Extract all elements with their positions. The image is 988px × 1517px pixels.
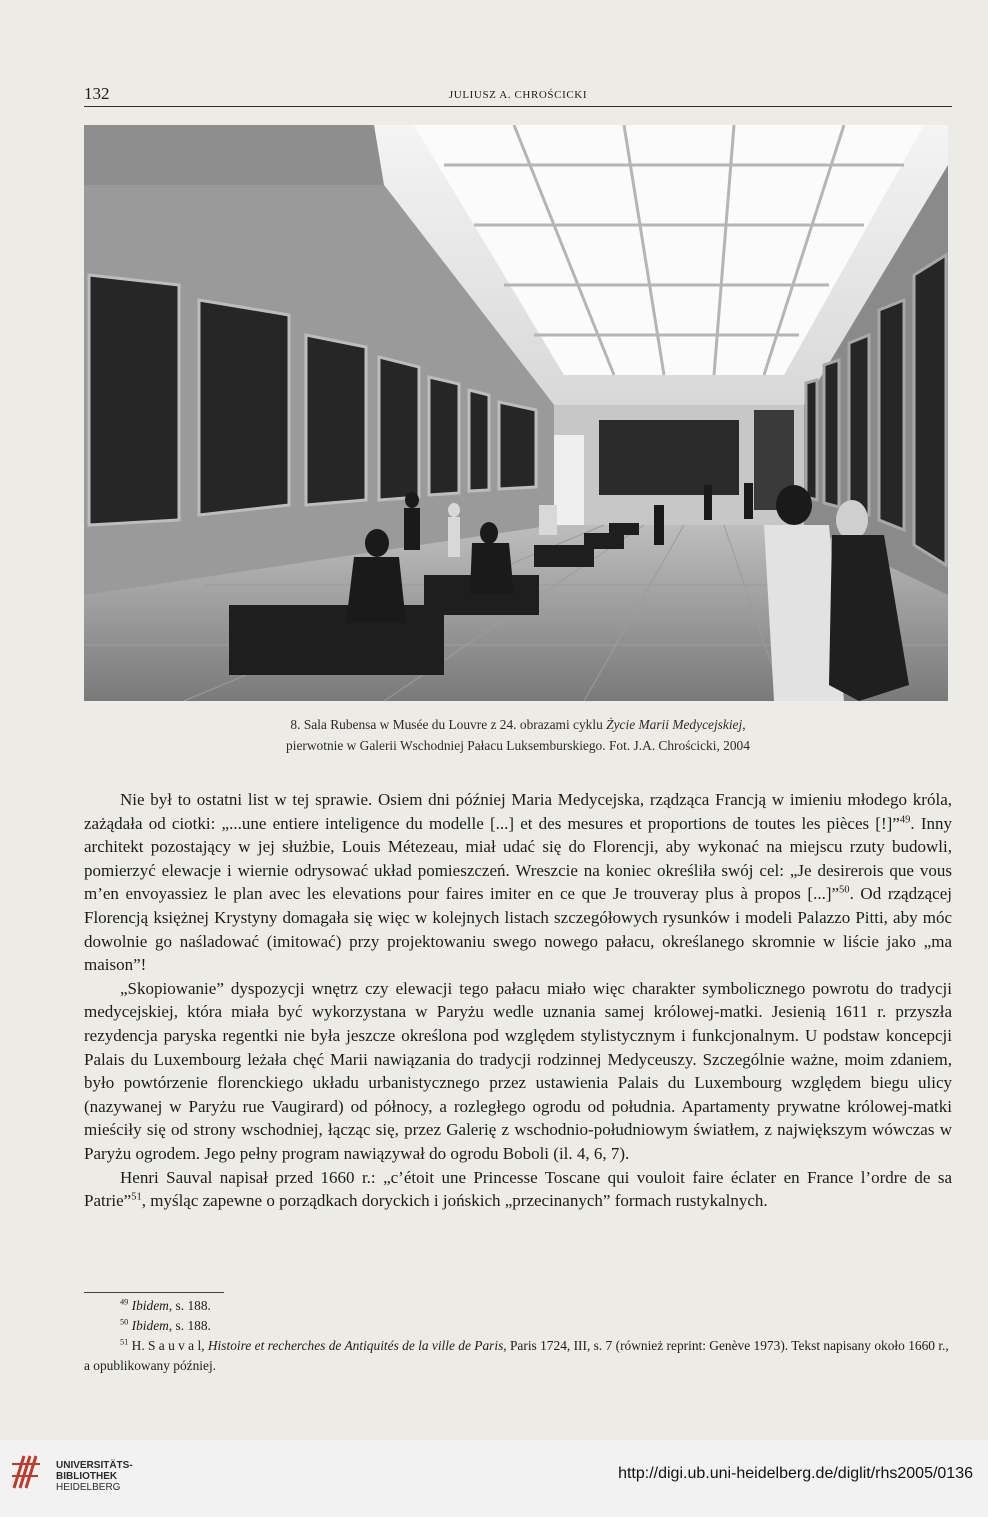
- paragraph-3: Henri Sauval napisał przed 1660 r.: „c’étoit une Princesse Toscane qui vouloit faire éclater en France l’ordre de sa Patrie”$^{51}$, myśląc zapewne o porządkach doryckich i jońskich „przecinanych” formach rustykalnych.: [84, 1167, 952, 1211]
- gallery-photograph: [84, 125, 948, 701]
- footnote-ref-49: 49: [899, 813, 911, 825]
- paragraph-1: Nie był to ostatni list w tej sprawie. Osiem dni później Maria Medycejska, rządząca Francją w imieniu młodego króla, zażądała od ciotki: „...une entiere inteligence du modelle [...] et des mesures et proportions de toutes les pièces [!]”$^{49}$. Inny architekt pozostający w jej służbie, Louis Métezeau, miał udać się do Florencji, aby wykonać na miejscu rzuty budowli, pomierzyć elewacje i wiernie odrysować układ pomieszczeń. Wreszcie na koniec określiła swój cel: „Je desirerois que vous m’en envoyassiez le plan avec les elevations pour faires imiter en ce que Je trouveray plus à propos [...]”$^{50}$. Od rządzącej Florencją księżnej Krystyny domagała się więc w kolejnych listach szczegółowych rysunków i modeli Palazzo Pitti, aby móc dowolnie go naśladować (imitować) przy projektowaniu swego nowego pałacu, określanego skromnie w liście jako „ma maison”!: [84, 790, 952, 975]
- caption-line-2: pierwotnie w Galerii Wschodniej Pałacu Luksemburskiego. Fot. J.A. Chrościcki, 2004: [286, 738, 750, 753]
- library-logo-icon: [10, 1452, 46, 1492]
- source-url-link[interactable]: http://digi.ub.uni-heidelberg.de/diglit/rhs2005/0136: [618, 1465, 973, 1482]
- footnote-ref-51: 51: [131, 1191, 142, 1203]
- running-head: JULIUSZ A. CHROŚCICKI: [448, 89, 588, 101]
- footnote-49: $^{49}$ Ibidem, s. 188.: [120, 1297, 211, 1313]
- footnote-divider: [84, 1292, 224, 1293]
- library-footer: [0, 1440, 988, 1517]
- page-header: [84, 84, 952, 107]
- main-text: [84, 788, 952, 1213]
- footnote-50: $^{50}$ Ibidem, s. 188.: [120, 1317, 211, 1333]
- caption-line-1: 8. Sala Rubensa w Musée du Louvre z 24. obrazami cyklu Życie Marii Medycejskiej,: [290, 717, 746, 732]
- library-name: UNIVERSITÄTS- BIBLIOTHEK HEIDELBERG: [56, 1460, 133, 1493]
- paragraph-2: „Skopiowanie” dyspozycji wnętrz czy elewacji tego pałacu miało więc charakter symbolicznego powrotu do tradycji medycejskiej, która miała być wykorzystana w Paryżu wedle uznania samej królowej-matki. Jesienią 1611 r. przyszła rezydencja paryska regentki nie była jeszcze określona pod względem stylistycznym i funkcjonalnym. U podstaw koncepcji Palais du Luxembourg leżała chęć Marii nawiązania do tradycji rodzinnej Medyceuszy. Szczególnie ważne, moim zdaniem, było powtórzenie florenckiego układu urbanistycznego przez ustawienia Palais du Luxembourg względem biegu ulicy (nazywanej w Paryżu rue Vaugirard) od północy, a rozległego ogrodu od południa. Apartamenty prywatne królowej-matki mieściły się od strony wschodniej, łącząc się, przez Galerię z wschodnio-południowym światłem, z największym wówczas w Paryżu ogrodem. Jego pełny program nawiązywał do ogrodu Boboli (il. 4, 6, 7).: [84, 978, 952, 1163]
- gallery-photo-illustration: [84, 125, 948, 701]
- figure-caption: [84, 714, 952, 756]
- footnote-ref-50: 50: [839, 884, 850, 896]
- caption-title: Życie Marii Medycejskiej: [606, 717, 743, 732]
- footnotes: [84, 1296, 952, 1376]
- page-number: 132: [84, 84, 110, 103]
- footnote-51: $^{51}$ H. S a u v a l, Histoire et recherches de Antiquités de la ville de Paris, Paris 1724, III, s. 7 (również reprint: Genève 1973). Tekst napisany około 1660 r., a opublikowany później.: [84, 1337, 949, 1373]
